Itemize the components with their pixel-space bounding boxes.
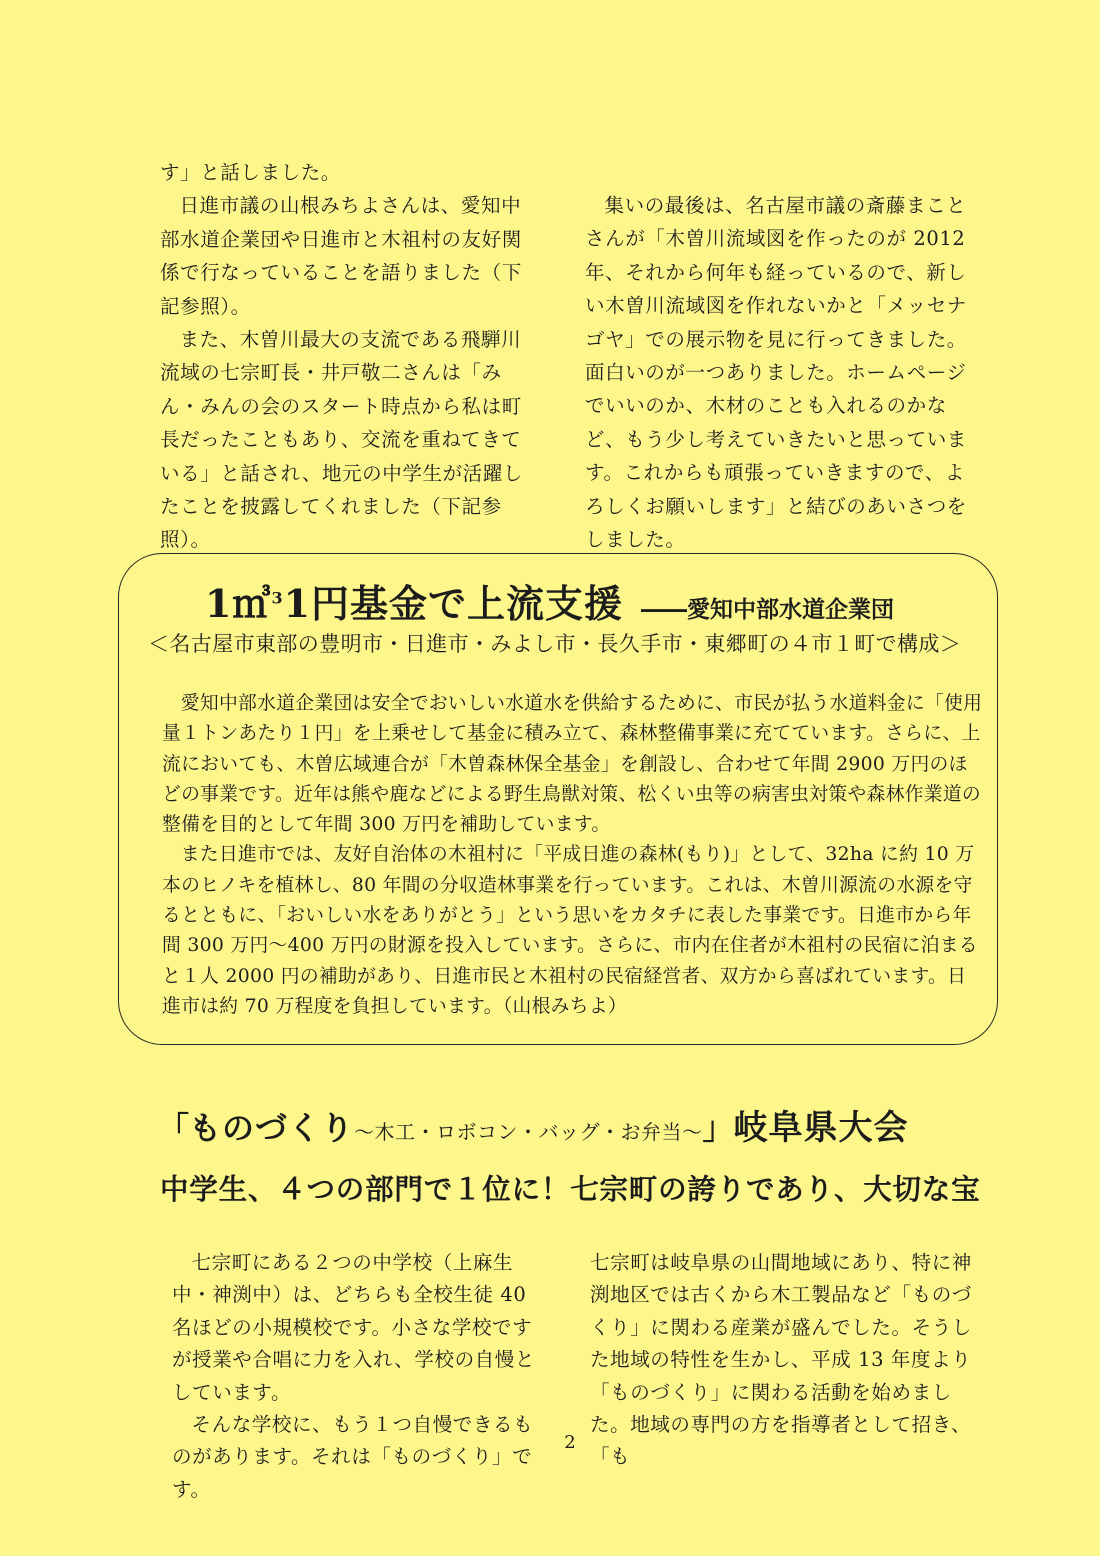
monozukuri-title: 「ものづくり～木工・ロボコン・バッグ・お弁当～」岐阜県大会	[158, 1108, 909, 1148]
paragraph: また、木曽川最大の支流である飛騨川流域の七宗町長・井戸敬二さんは「みん・みんの会のスタート時点から私は町長だったこともあり、交流を重ねてきている」と話され、地元の中学生が活躍したことを披露してくれました（下記参照）。	[160, 328, 523, 552]
paragraph: 七宗町にある２つの中学校（上麻生中・神渕中）は、どちらも全校生徒 40 名ほどの小規模校です。小さな学校ですが授業や合唱に力を入れ、学校の自慢としています。	[172, 1251, 535, 1404]
paragraph: 愛知中部水道企業団は安全でおいしい水道水を供給するために、市民が払う水道料金に「使用量１トンあたり１円」を上乗せして基金に積み立て、森林整備事業に充てています。さらに、上流においても、木曽広域連合が「木曽森林保全基金」を創設し、合わせて年間 2900 万円のほどの事業です。近年は熊や鹿などによる野生鳥獣対策、松くい虫等の病害虫対策や森林作業道の整備を目的として年間 300 万円を補助しています。	[162, 693, 983, 836]
paragraph: 七宗町は岐阜県の山間地域にあり、特に神渕地区では古くから木工製品など「ものづくり」に関わる産業が盛んでした。そうした地域の特性を生かし、平成 13 年度より「ものづくり」に関わる活動を始めました。地域の専門の方を指導者として招き、「も	[590, 1251, 972, 1469]
fund-title-main: 1㎥$^3$1円基金で上流支援	[205, 581, 624, 626]
article-left-column	[160, 156, 536, 557]
monozukuri-left-column	[172, 1247, 542, 1506]
paragraph: また日進市では、友好自治体の木祖村に「平成日進の森林(もり)」として、32ha に約 10 万本のヒノキを植林し、80 年間の分収造林事業を行っています。これは、木曽川源流の水源を守るとともに、「おいしい水をありがとう」という思いをカタチに表した事業です。日進市から年間 300 万円～400 万円の財源を投入しています。さらに、市内在住者が木祖村の民宿に泊まると１人 2000 円の補助があり、日進市民と木祖村の民宿経営者、双方から喜ばれています。日進市は約 70 万程度を負担しています。（山根みちよ）	[162, 844, 978, 1017]
monozukuri-title-sub: ～木工・ロボコン・バッグ・お弁当～	[354, 1120, 703, 1144]
paragraph: す」と話しました。	[160, 161, 341, 184]
monozukuri-right-column	[590, 1247, 980, 1474]
monozukuri-title-main: ものづくり	[189, 1109, 355, 1147]
fund-box-title	[205, 573, 925, 629]
article-right-column	[585, 189, 969, 556]
fund-box-subtitle: ＜名古屋市東部の豊明市・日進市・みよし市・長久手市・東郷町の４市１町で構成＞	[148, 632, 962, 656]
paragraph: そんな学校に、もう１つ自慢できるものがあります。それは「ものづくり」です。	[172, 1413, 534, 1501]
monozukuri-headline: 中学生、４つの部門で１位に！七宗町の誇りであり、大切な宝	[160, 1173, 981, 1206]
monozukuri-title-event: 岐阜県大会	[733, 1108, 909, 1148]
paragraph: 日進市議の山根みちよさんは、愛知中部水道企業団や日進市と木祖村の友好関係で行なっていることを語りました（下記参照）。	[160, 194, 522, 318]
fund-title-organization: ――愛知中部水道企業団	[641, 597, 895, 623]
fund-box-body	[162, 689, 984, 1022]
page-number: 2	[564, 1432, 576, 1453]
paragraph: 集いの最後は、名古屋市議の斎藤まことさんが「木曽川流域図を作ったのが 2012 年、それから何年も経っているので、新しい木曽川流域図を作れないかと「メッセナゴヤ」での展示物を見に行ってきました。面白いのが一つありました。ホームページでいいのか、木材のことも入れるのかなど、もう少し考えていきたいと思っています。これからも頑張っていきますので、よろしくお願いします」と結びのあいさつをしました。	[585, 194, 967, 552]
